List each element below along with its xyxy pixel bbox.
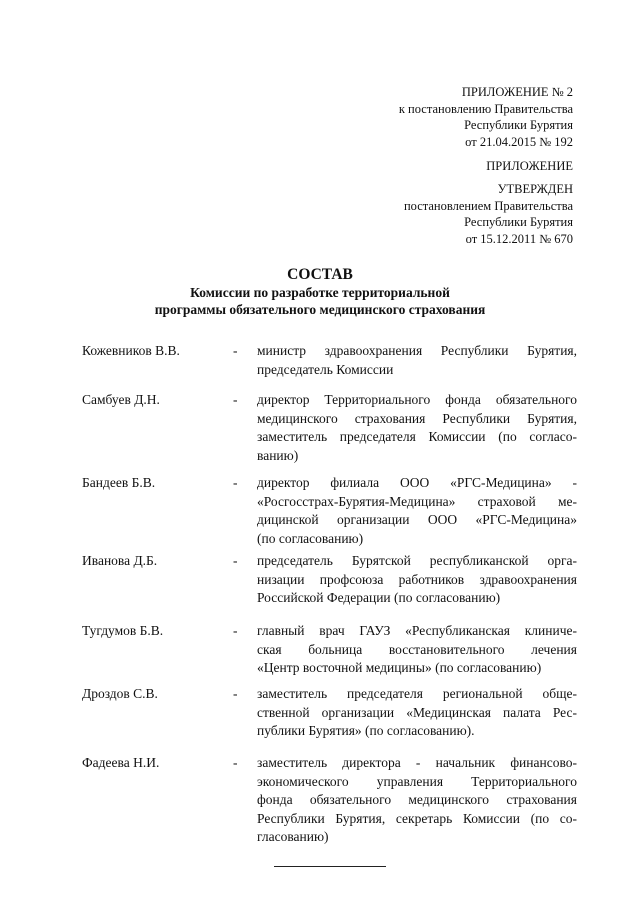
member-position: [257, 622, 577, 678]
document-title: [0, 266, 640, 318]
approved-date: от 15.12.2011 № 670: [465, 231, 573, 246]
member-dash: -: [233, 475, 238, 490]
member-position-line: публики Бурятия» (по согласованию).: [257, 723, 475, 739]
appendix-2-number: ПРИЛОЖЕНИЕ № 2: [461, 85, 573, 99]
member-position-line: медицинского страхования Республики Бурятия,: [257, 410, 577, 426]
member-position-line: директор филиала ООО «РГС-Медицина» -: [257, 475, 577, 490]
member-position: [257, 754, 577, 847]
member-dash: -: [233, 392, 238, 407]
member-position: [257, 474, 577, 548]
member-position-line: министр здравоохранения Республики Бурятия,: [257, 343, 577, 358]
appendix-2-ref: к постановлению Правительства: [398, 101, 573, 116]
member-position-line: заместитель директора - начальник финансово-: [257, 755, 577, 770]
member-position-line: низации профсоюза работников здравоохранения: [257, 571, 577, 587]
member-position-line: (по согласованию): [257, 530, 364, 546]
member-position-line: Российской Федерации (по согласованию): [257, 590, 501, 606]
member-dash: -: [233, 343, 238, 358]
member-name: Самбуев Д.Н.: [82, 392, 160, 407]
member-position-line: дицинской организации ООО «РГС-Медицина»: [257, 512, 577, 528]
member-name: Бандеев Б.В.: [82, 475, 156, 490]
member-name: Тугдумов Б.В.: [82, 623, 164, 638]
member-position-line: экономического управления Территориального: [257, 773, 577, 789]
member-position: [257, 391, 577, 465]
member-position-line: ственной организации «Медицинская палата Рес-: [257, 704, 577, 720]
member-dash: -: [233, 686, 238, 701]
member-dash: -: [233, 553, 238, 568]
title-subtitle-line-2: программы обязательного медицинского страхования: [154, 302, 486, 317]
member-dash: -: [233, 755, 238, 770]
member-name: Иванова Д.Б.: [82, 553, 158, 568]
member-position-line: фонда обязательного медицинского страхования: [257, 792, 577, 808]
member-position: [257, 552, 577, 608]
member-position-line: Республики Бурятия, секретарь Комиссии (по со-: [257, 810, 577, 826]
member-name: Фадеева Н.И.: [82, 755, 160, 770]
appendix-header: [486, 158, 573, 175]
member-position: [257, 685, 577, 741]
appendix-label: ПРИЛОЖЕНИЕ: [486, 159, 573, 173]
title-subtitle-line-1: Комиссии по разработке территориальной: [190, 285, 450, 300]
member-position-line: ская больница восстановительного лечения: [257, 641, 577, 657]
appendix-2-header: [399, 84, 573, 150]
member-position-line: гласованию): [257, 829, 329, 845]
member-position-line: председатель Бурятской республиканской орга-: [257, 553, 577, 568]
member-position-line: директор Территориального фонда обязательного: [257, 392, 577, 407]
appendix-2-date: от 21.04.2015 № 192: [465, 134, 573, 149]
member-position-line: ванию): [257, 447, 299, 463]
member-position: [257, 342, 577, 379]
member-position-line: «Центр восточной медицины» (по согласованию): [257, 660, 542, 676]
member-position-line: председатель Комиссии: [257, 361, 394, 377]
approved-ref: постановлением Правительства: [403, 198, 573, 213]
member-dash: -: [233, 623, 238, 638]
member-position-line: главный врач ГАУЗ «Республиканская клиниче-: [257, 623, 577, 638]
closing-divider: [274, 866, 386, 867]
appendix-2-republic: Республики Бурятия: [464, 118, 573, 132]
approved-header: [404, 181, 573, 247]
approved-republic: Республики Бурятия: [464, 215, 573, 229]
member-position-line: заместитель председателя Комиссии (по согласо-: [257, 429, 577, 445]
approved-label: УТВЕРЖДЕН: [497, 182, 573, 196]
title-main: СОСТАВ: [287, 266, 353, 283]
member-position-line: «Росгосстрах-Бурятия-Медицина» страховой ме-: [257, 493, 577, 509]
member-name: Кожевников В.В.: [82, 343, 180, 358]
member-position-line: заместитель председателя региональной обще-: [257, 686, 577, 701]
member-name: Дроздов С.В.: [82, 686, 158, 701]
